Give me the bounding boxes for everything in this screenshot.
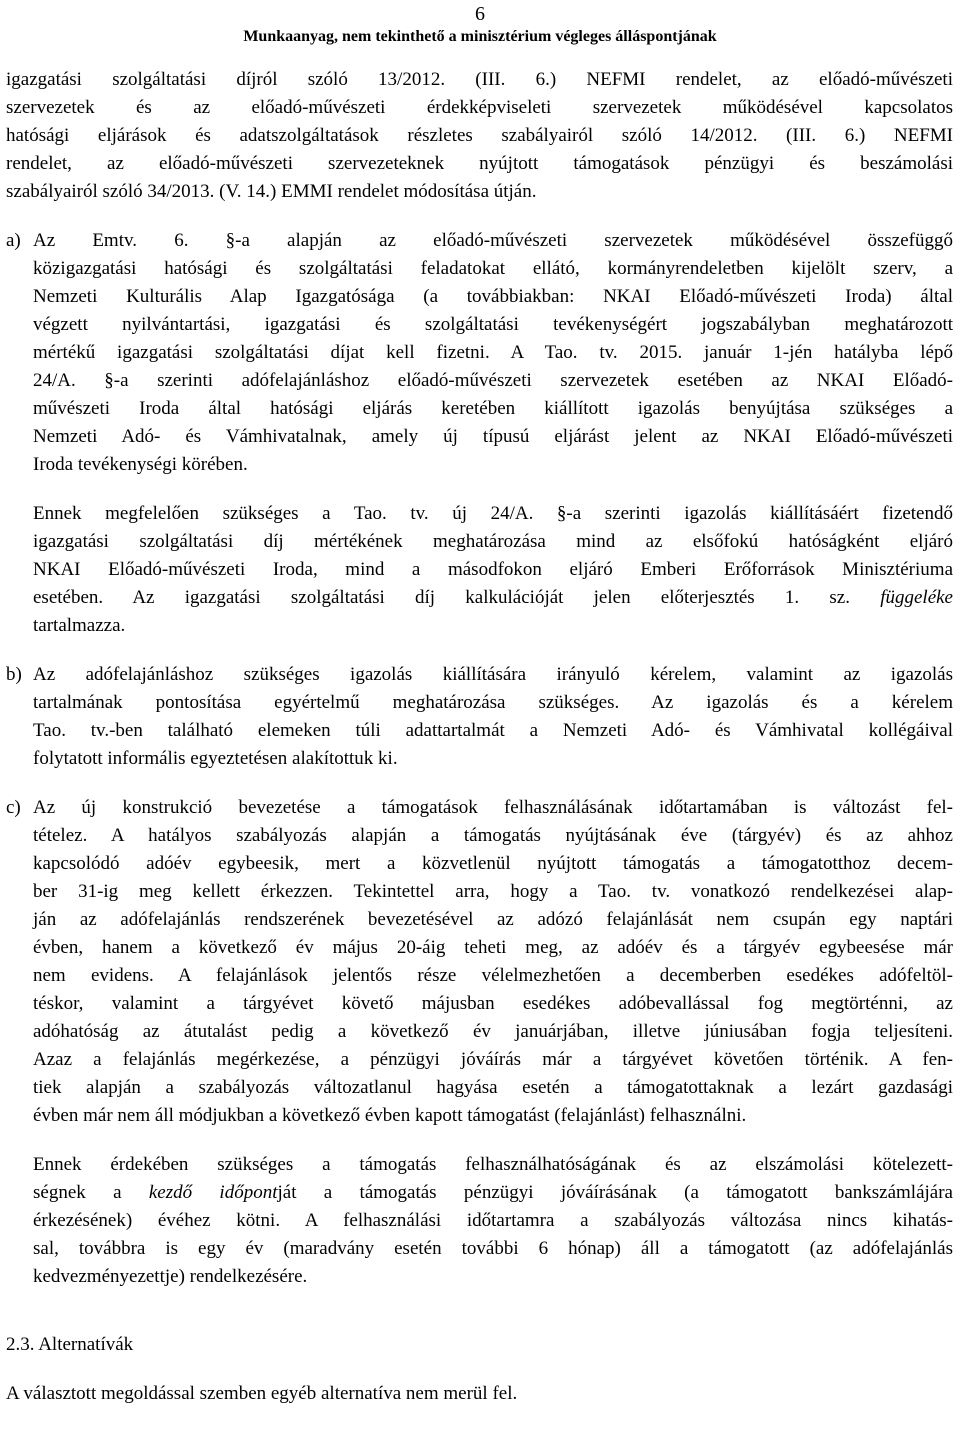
item-label: a) xyxy=(6,230,21,251)
list-item-b xyxy=(6,661,953,773)
text-line: évben már nem áll módjukban a következő évben kapott támogatást (felajánlást) felhasználni. xyxy=(33,1105,747,1126)
text-line: Tao. tv.-ben található elemeken túli adattartalmát a Nemzeti Adó- és Vámhivatal kollégáival xyxy=(33,720,953,741)
text-line: igazgatási szolgáltatási díj mértékének meghatározása mind az elsőfokú hatóságként eljáró xyxy=(33,531,953,552)
paragraph-start-date xyxy=(33,1151,953,1291)
page-header: Munkaanyag, nem tekinthető a minisztérium végleges álláspontjának xyxy=(243,28,717,45)
text-line: Azaz a felajánlás megérkezése, a pénzügyi jóváírás már a tárgyévet követően történik. A fen- xyxy=(33,1049,953,1070)
text-line: évben, hanem a következő év május 20-áig teheti meg, az adóév és a tárgyév egybeesése már xyxy=(33,937,953,958)
text-line: nem evidens. A felajánlások jelentős része vélelmezhetően a decemberben esedékes adófeltöl- xyxy=(33,965,953,986)
text-line: Ennek érdekében szükséges a támogatás felhasználhatóságának és az elszámolási kötelezett- xyxy=(33,1154,953,1175)
text-line: ber 31-ig meg kellett érkezzen. Tekintettel arra, hogy a Tao. tv. vonatkozó rendelkezései alap- xyxy=(33,881,953,902)
list-item-a xyxy=(6,227,953,255)
text-line: rendelet, az előadó-művészeti szervezeteknek nyújtott támogatások pénzügyi és beszámolási xyxy=(6,153,953,174)
text-line: Iroda tevékenységi körében. xyxy=(33,454,248,475)
text-line: folytatott informális egyeztetésen alakítottuk ki. xyxy=(33,748,398,769)
list-item-c xyxy=(6,794,953,1130)
text-line: sal, továbbra is egy év (maradvány esetén további 6 hónap) áll a támogatott (az adófelajánlás xyxy=(33,1238,953,1259)
text-line: Nemzeti Kulturális Alap Igazgatósága (a továbbiakban: NKAI Előadó-művészeti Iroda) által xyxy=(33,286,953,307)
text-span: ségnek a xyxy=(33,1182,122,1203)
item-label: b) xyxy=(6,664,22,685)
text-line: tiek alapján a szabályozás változatlanul hagyása esetén a támogatottaknak a lezárt gazdasági xyxy=(33,1077,953,1098)
item-label: c) xyxy=(6,797,21,818)
text-line: NKAI Előadó-művészeti Iroda, mind a másodfokon eljáró Emberi Erőforrások Minisztériuma xyxy=(33,559,953,580)
intro-paragraph xyxy=(6,66,953,206)
text-span: esetében. Az igazgatási szolgáltatási díj kalkulációját jelen előterjesztés 1. sz. xyxy=(33,587,850,608)
text-line: művészeti Iroda által hatósági eljárás keretében kiállított igazolás benyújtása szükséges a xyxy=(33,398,953,419)
text-line: Az új konstrukció bevezetése a támogatások felhasználásának időtartamában is változást fel- xyxy=(33,797,953,818)
document-body xyxy=(6,66,953,1408)
italic-text: függeléke xyxy=(880,587,953,608)
text-line: mértékű igazgatási szolgáltatási díjat kell fizetni. A Tao. tv. 2015. január 1-jén hatályba lépő xyxy=(33,342,953,363)
text-line: Az Emtv. 6. §-a alapján az előadó-művészeti szervezetek működésével összefüggő xyxy=(33,230,953,251)
text-line: tartalmának pontosítása egyértelmű meghatározása szükséges. Az igazolás és a kérelem xyxy=(33,692,953,713)
section-heading: 2.3. Alternatívák xyxy=(6,1334,134,1355)
text-line xyxy=(33,1179,953,1207)
text-line: Az adófelajánláshoz szükséges igazolás kiállítására irányuló kérelem, valamint az igazolás xyxy=(33,664,953,685)
text-line: Nemzeti Adó- és Vámhivatalnak, amely új típusú eljárást jelent az NKAI Előadó-művészeti xyxy=(33,426,953,447)
text-line: ján az adófelajánlás rendszerének bevezetésével az adózó felajánlását nem csupán egy naptári xyxy=(33,909,953,930)
text-line xyxy=(33,584,953,612)
text-line: tartalmazza. xyxy=(33,615,126,636)
text-line: adóhatóság az átutalást pedig a következő év januárjában, illetve júniusában fogja teljesíteni. xyxy=(33,1021,953,1042)
text-line: igazgatási szolgáltatási díjról szóló 13/2012. (III. 6.) NEFMI rendelet, az előadó-művészeti xyxy=(6,69,953,90)
text-line: végzett nyilvántartási, igazgatási és szolgáltatási tevékenységért jogszabályban meghatározott xyxy=(33,314,953,335)
text-line: hatósági eljárások és adatszolgáltatások részletes szabályairól szóló 14/2012. (III. 6.) NEFMI xyxy=(6,125,953,146)
text-line: tételez. A hatályos szabályozás alapján a támogatás nyújtásának éve (tárgyév) és az ahhoz xyxy=(33,825,953,846)
text-line: szervezetek és az előadó-művészeti érdekképviseleti szervezetek működésével kapcsolatos xyxy=(6,97,953,118)
text-line: közigazgatási hatósági és szolgáltatási feladatokat ellátó, kormányrendeletben kijelölt szerv, a xyxy=(33,258,953,279)
text-line: szabályairól szóló 34/2013. (V. 14.) EMMI rendelet módosítása útján. xyxy=(6,181,537,202)
text-line: téskor, valamint a tárgyévet követő májusban esedékes adóbevallással fog megtörténni, az xyxy=(33,993,953,1014)
italic-text: kezdő időpont xyxy=(148,1182,278,1203)
paragraph-a-continuation xyxy=(6,255,953,479)
text-span: ját a támogatás pénzügyi jóváírásának (a támogatott bankszámlájára xyxy=(277,1182,953,1203)
text-line: kapcsolódó adóév egybeesik, mert a közvetlenül nyújtott támogatás a támogatotthoz decem- xyxy=(33,853,953,874)
text-line: érkezésének) évéhez kötni. A felhasználási időtartamra a szabályozás változása nincs kihatás- xyxy=(33,1210,953,1231)
page-number: 6 xyxy=(475,3,485,25)
text-line: kedvezményezettje) rendelkezésére. xyxy=(33,1266,308,1287)
text-line: Ennek megfelelően szükséges a Tao. tv. új 24/A. §-a szerinti igazolás kiállításáért fizetendő xyxy=(33,503,953,524)
text-line: 24/A. §-a szerinti adófelajánláshoz előadó-művészeti szervezetek esetében az NKAI Előadó- xyxy=(33,370,953,391)
paragraph-fee xyxy=(33,500,953,640)
final-sentence: A választott megoldással szemben egyéb alternatíva nem merül fel. xyxy=(6,1383,518,1404)
